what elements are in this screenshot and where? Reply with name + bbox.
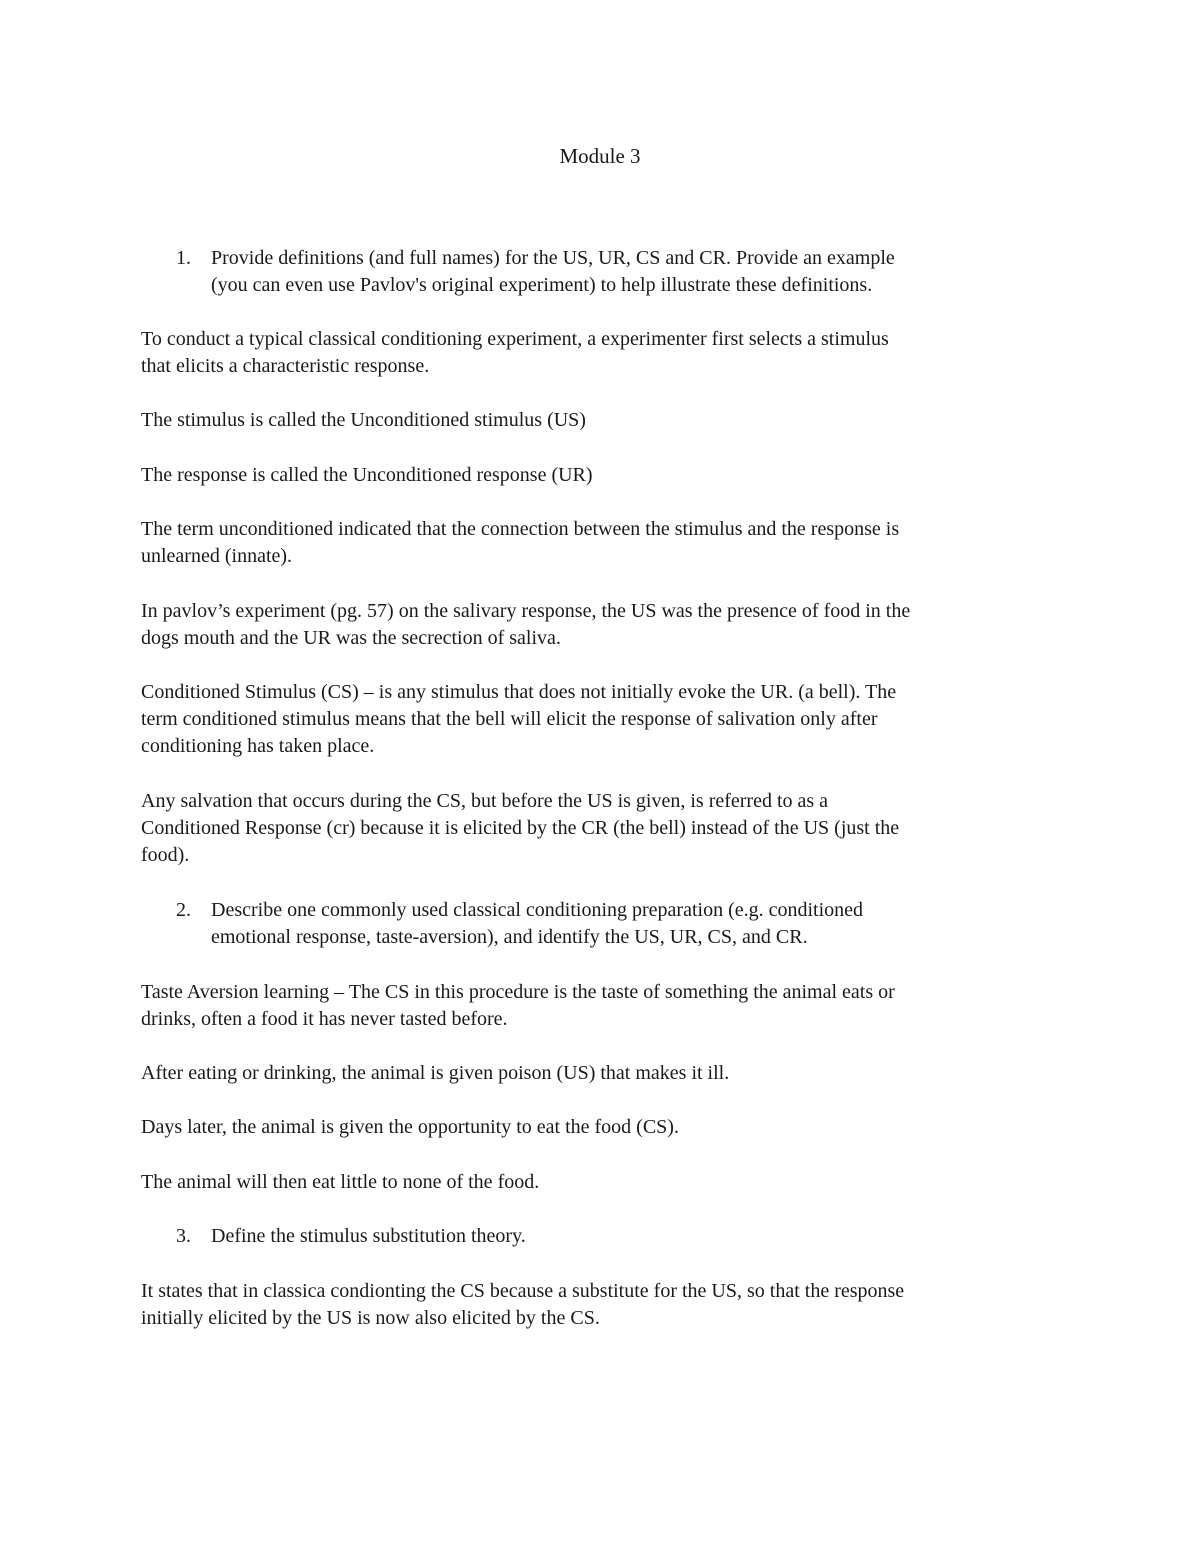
answer-1-paragraph-4 bbox=[141, 516, 1061, 570]
text-line: Taste Aversion learning – The CS in this procedure is the taste of something the animal eats or bbox=[141, 981, 895, 1003]
answer-1-paragraph-7 bbox=[141, 788, 1061, 869]
question-1-line-2: (you can even use Pavlov's original experiment) to help illustrate these definitions. bbox=[211, 274, 873, 296]
text-line: The response is called the Unconditioned response (UR) bbox=[141, 464, 593, 486]
answer-2-paragraph-4 bbox=[141, 1169, 1061, 1196]
text-line: Conditioned Response (cr) because it is elicited by the CR (the bell) instead of the US (just the bbox=[141, 817, 900, 839]
question-1-line-1: Provide definitions (and full names) for the US, UR, CS and CR. Provide an example bbox=[211, 247, 895, 269]
text-line: Conditioned Stimulus (CS) – is any stimulus that does not initially evoke the UR. (a bell). The bbox=[141, 681, 897, 703]
answer-3-paragraph-1 bbox=[141, 1278, 1061, 1332]
text-line: Any salvation that occurs during the CS, but before the US is given, is referred to as a bbox=[141, 790, 829, 812]
text-line: food). bbox=[141, 844, 190, 866]
question-3-text bbox=[211, 1223, 1061, 1250]
answer-2-paragraph-3 bbox=[141, 1114, 1061, 1141]
text-line: initially elicited by the US is now also elicited by the CS. bbox=[141, 1307, 600, 1329]
text-line: conditioning has taken place. bbox=[141, 735, 375, 757]
answer-1-paragraph-5 bbox=[141, 598, 1061, 652]
page-title: Module 3 bbox=[559, 144, 641, 168]
text-line: dogs mouth and the UR was the secrection of saliva. bbox=[141, 627, 561, 649]
text-line: The animal will then eat little to none of the food. bbox=[141, 1171, 540, 1193]
text-line: term conditioned stimulus means that the bell will elicit the response of salivation only after bbox=[141, 708, 878, 730]
text-line: To conduct a typical classical conditioning experiment, a experimenter first selects a stimulus bbox=[141, 328, 889, 350]
text-line: In pavlov’s experiment (pg. 57) on the salivary response, the US was the presence of food in the bbox=[141, 600, 911, 622]
question-1-text bbox=[211, 245, 1061, 299]
answer-1-paragraph-1 bbox=[141, 326, 1061, 380]
question-1-number: 1. bbox=[176, 247, 191, 269]
text-line: After eating or drinking, the animal is given poison (US) that makes it ill. bbox=[141, 1062, 730, 1084]
text-line: The term unconditioned indicated that the connection between the stimulus and the response is bbox=[141, 518, 900, 540]
text-line: Days later, the animal is given the opportunity to eat the food (CS). bbox=[141, 1116, 679, 1138]
answer-1-paragraph-6 bbox=[141, 679, 1061, 760]
answer-1-paragraph-2 bbox=[141, 407, 1061, 434]
question-2-text bbox=[211, 897, 1061, 951]
text-line: It states that in classica condionting the CS because a substitute for the US, so that the response bbox=[141, 1280, 905, 1302]
question-2-number: 2. bbox=[176, 899, 191, 921]
answer-2-paragraph-2 bbox=[141, 1060, 1061, 1087]
question-3-number: 3. bbox=[176, 1225, 191, 1247]
question-2-line-2: emotional response, taste-aversion), and identify the US, UR, CS, and CR. bbox=[211, 926, 808, 948]
question-2-line-1: Describe one commonly used classical conditioning preparation (e.g. conditioned bbox=[211, 899, 864, 921]
text-line: drinks, often a food it has never tasted before. bbox=[141, 1008, 508, 1030]
text-line: unlearned (innate). bbox=[141, 545, 293, 567]
answer-1-paragraph-3 bbox=[141, 462, 1061, 489]
question-3-line-1: Define the stimulus substitution theory. bbox=[211, 1225, 526, 1247]
text-line: The stimulus is called the Unconditioned stimulus (US) bbox=[141, 409, 586, 431]
answer-2-paragraph-1 bbox=[141, 979, 1061, 1033]
text-line: that elicits a characteristic response. bbox=[141, 355, 430, 377]
